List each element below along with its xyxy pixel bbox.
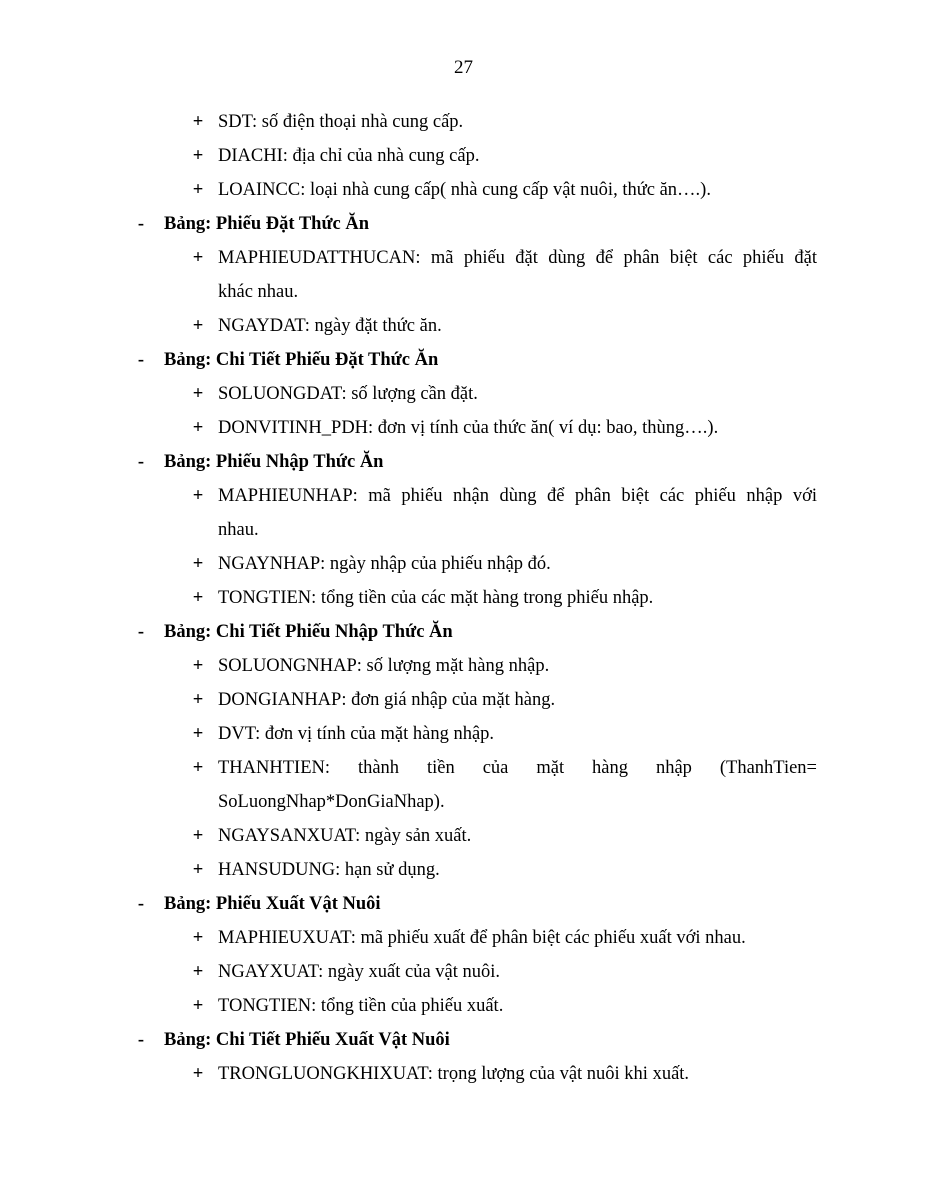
plus-bullet-icon: + — [192, 112, 204, 132]
list-item-text: SOLUONGNHAP: số lượng mặt hàng nhập. — [218, 656, 550, 676]
list-item — [0, 856, 927, 890]
section-heading — [0, 210, 927, 244]
dash-bullet-icon: - — [137, 214, 145, 234]
plus-bullet-icon: + — [192, 724, 204, 744]
list-item — [0, 1060, 927, 1094]
list-item — [0, 108, 927, 142]
list-item — [0, 992, 927, 1026]
plus-bullet-icon: + — [192, 588, 204, 608]
list-item-text: NGAYSANXUAT: ngày sản xuất. — [218, 826, 472, 846]
dash-bullet-icon: - — [137, 452, 145, 472]
dash-bullet-icon: - — [137, 622, 145, 642]
plus-bullet-icon: + — [192, 180, 204, 200]
list-item-text: MAPHIEUDATTHUCAN: mã phiếu đặt dùng để phân biệt các phiếu đặt — [218, 248, 817, 268]
section-heading — [0, 890, 927, 924]
plus-bullet-icon: + — [192, 418, 204, 438]
list-item — [0, 584, 927, 618]
list-item — [0, 482, 927, 516]
plus-bullet-icon: + — [192, 962, 204, 982]
list-item-text: DIACHI: địa chỉ của nhà cung cấp. — [218, 146, 480, 166]
list-item-text: SDT: số điện thoại nhà cung cấp. — [218, 112, 464, 132]
list-item — [0, 720, 927, 754]
list-item-text-continued: nhau. — [218, 520, 259, 540]
plus-bullet-icon: + — [192, 248, 204, 268]
list-item — [0, 176, 927, 210]
plus-bullet-icon: + — [192, 316, 204, 336]
plus-bullet-icon: + — [192, 826, 204, 846]
list-item — [0, 380, 927, 414]
section-heading — [0, 448, 927, 482]
list-item — [0, 550, 927, 584]
list-item — [0, 142, 927, 176]
section-heading — [0, 1026, 927, 1060]
section-title: Bảng: Phiếu Đặt Thức Ăn — [164, 214, 370, 234]
page-number: 27 — [454, 57, 473, 78]
plus-bullet-icon: + — [192, 486, 204, 506]
list-item-continuation — [0, 278, 927, 312]
list-item-text-continued: SoLuongNhap*DonGiaNhap). — [218, 792, 445, 812]
section-heading — [0, 346, 927, 380]
list-item — [0, 414, 927, 448]
list-item-text: DONGIANHAP: đơn giá nhập của mặt hàng. — [218, 690, 556, 710]
dash-bullet-icon: - — [137, 894, 145, 914]
plus-bullet-icon: + — [192, 996, 204, 1016]
dash-bullet-icon: - — [137, 350, 145, 370]
list-item — [0, 312, 927, 346]
plus-bullet-icon: + — [192, 690, 204, 710]
list-item-text: SOLUONGDAT: số lượng cần đặt. — [218, 384, 478, 404]
list-item-text-continued: khác nhau. — [218, 282, 299, 302]
section-title: Bảng: Phiếu Nhập Thức Ăn — [164, 452, 384, 472]
plus-bullet-icon: + — [192, 146, 204, 166]
list-item-text: HANSUDUNG: hạn sử dụng. — [218, 860, 440, 880]
plus-bullet-icon: + — [192, 384, 204, 404]
list-item-text: NGAYNHAP: ngày nhập của phiếu nhập đó. — [218, 554, 551, 574]
document-body — [0, 108, 927, 1094]
section-title: Bảng: Chi Tiết Phiếu Đặt Thức Ăn — [164, 350, 439, 370]
dash-bullet-icon: - — [137, 1030, 145, 1050]
plus-bullet-icon: + — [192, 1064, 204, 1084]
section-heading — [0, 618, 927, 652]
list-item-text: TRONGLUONGKHIXUAT: trọng lượng của vật nuôi khi xuất. — [218, 1064, 690, 1084]
list-item-text: TONGTIEN: tổng tiền của các mặt hàng trong phiếu nhập. — [218, 588, 654, 608]
list-item-continuation — [0, 788, 927, 822]
list-item — [0, 754, 927, 788]
plus-bullet-icon: + — [192, 554, 204, 574]
list-item — [0, 924, 927, 958]
list-item-text: NGAYXUAT: ngày xuất của vật nuôi. — [218, 962, 501, 982]
list-item-text: MAPHIEUNHAP: mã phiếu nhận dùng để phân biệt các phiếu nhập với — [218, 486, 817, 506]
list-item — [0, 958, 927, 992]
list-item-text: MAPHIEUXUAT: mã phiếu xuất để phân biệt các phiếu xuất với nhau. — [218, 928, 746, 948]
plus-bullet-icon: + — [192, 928, 204, 948]
list-item — [0, 652, 927, 686]
list-item-continuation — [0, 516, 927, 550]
list-item-text: THANHTIEN: thành tiền của mặt hàng nhập (ThanhTien= — [218, 758, 817, 778]
list-item-text: LOAINCC: loại nhà cung cấp( nhà cung cấp vật nuôi, thức ăn….). — [218, 180, 711, 200]
section-title: Bảng: Phiếu Xuất Vật Nuôi — [164, 894, 381, 914]
list-item — [0, 244, 927, 278]
list-item-text: DONVITINH_PDH: đơn vị tính của thức ăn( ví dụ: bao, thùng….). — [218, 418, 719, 438]
section-title: Bảng: Chi Tiết Phiếu Nhập Thức Ăn — [164, 622, 453, 642]
plus-bullet-icon: + — [192, 758, 204, 778]
list-item — [0, 686, 927, 720]
plus-bullet-icon: + — [192, 656, 204, 676]
list-item-text: TONGTIEN: tổng tiền của phiếu xuất. — [218, 996, 504, 1016]
plus-bullet-icon: + — [192, 860, 204, 880]
section-title: Bảng: Chi Tiết Phiếu Xuất Vật Nuôi — [164, 1030, 450, 1050]
list-item-text: NGAYDAT: ngày đặt thức ăn. — [218, 316, 442, 336]
list-item-text: DVT: đơn vị tính của mặt hàng nhập. — [218, 724, 495, 744]
list-item — [0, 822, 927, 856]
